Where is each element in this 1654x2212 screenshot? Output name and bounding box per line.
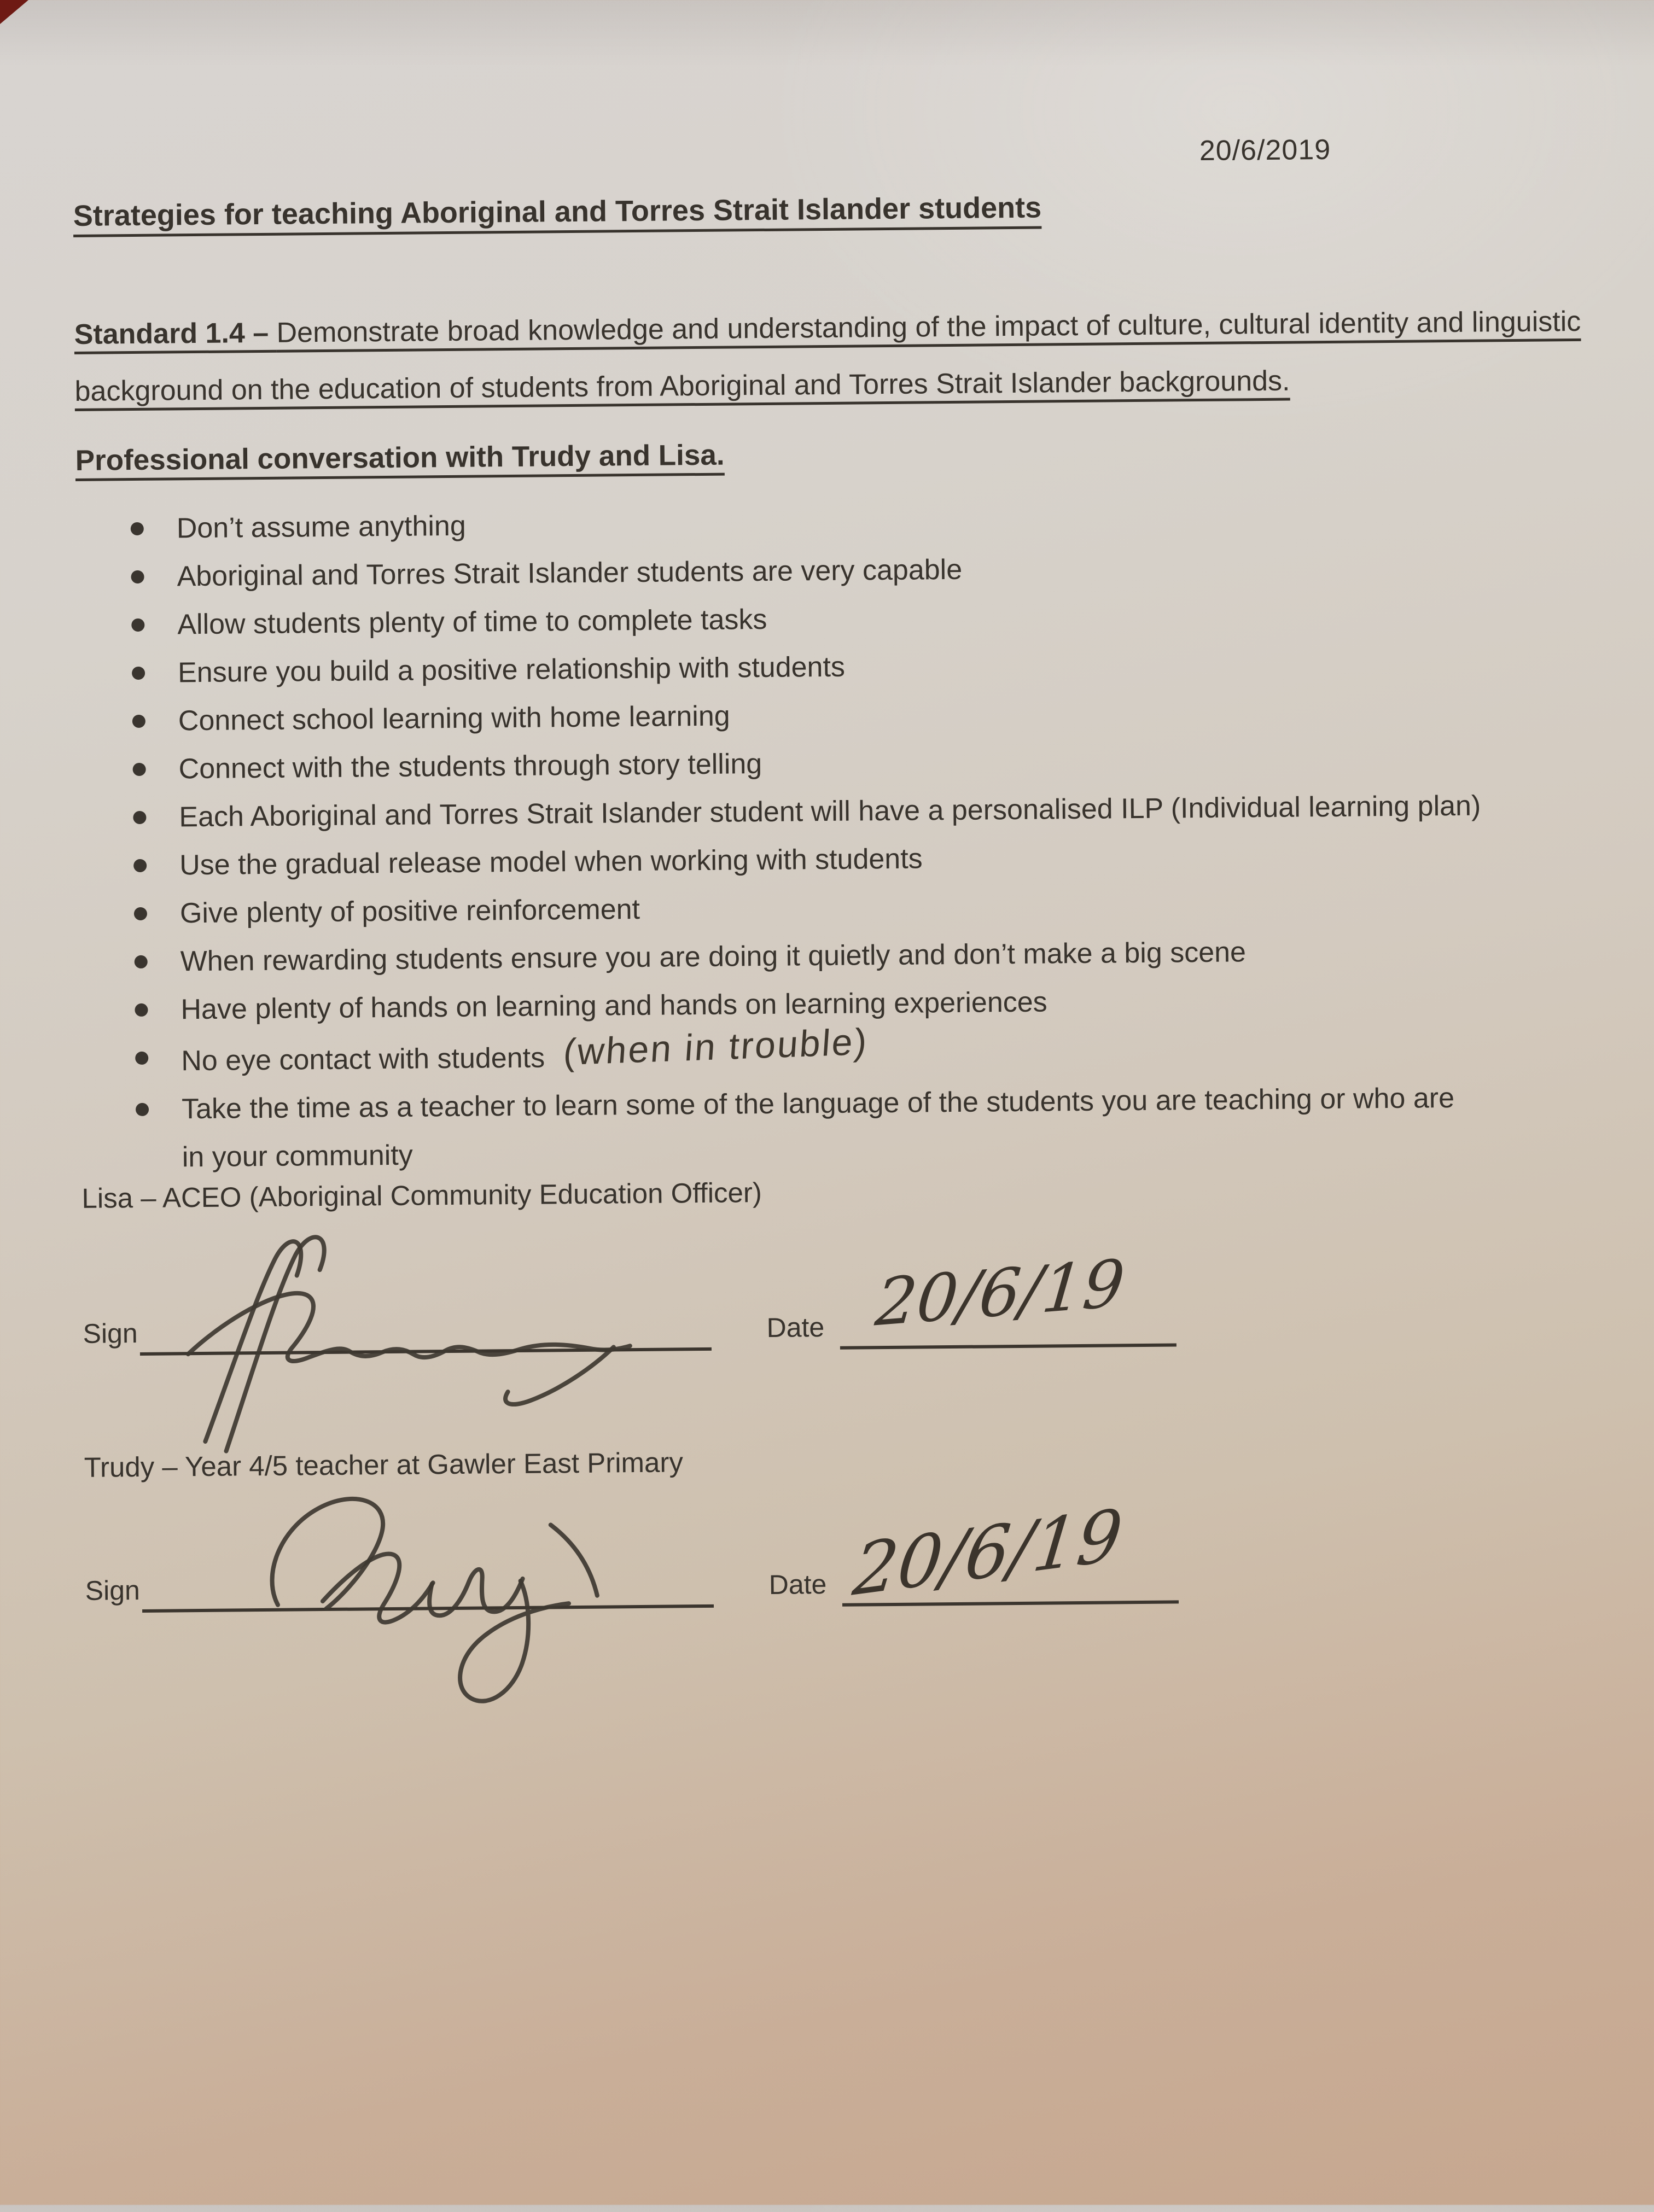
sign-label-2: Sign [85,1574,141,1606]
list-item: Each Aboriginal and Torres Strait Islander student will have a personalised ILP (Individual learning plan) [129,780,1628,842]
standard-paragraph [74,293,1650,420]
handwritten-date-1: 20/6/19 [872,1245,1128,1341]
signature-lisa [123,1208,672,1459]
list-item: Aboriginal and Torres Strait Islander students are very capable [126,540,1626,601]
bullet-text-line2: in your community [182,1139,413,1174]
document-title: Strategies for teaching Aboriginal and Torres Strait Islander students [73,191,1042,232]
handwritten-annotation: (when in trouble) [562,1020,870,1073]
standard-line1: Demonstrate broad knowledge and understanding of the impact of culture, cultural identity and linguistic [276,305,1581,349]
standard-label: Standard 1.4 – [74,317,277,351]
date-label-1: Date [766,1312,825,1343]
list-item: Use the gradual release model when working with students [129,828,1628,890]
handwritten-date-2: 20/6/19 [849,1493,1127,1613]
list-item: Don’t assume anything [126,492,1625,553]
header-date: 20/6/2019 [1199,133,1331,167]
date-line-1 [840,1343,1177,1349]
section-subheading: Professional conversation with Trudy and Lisa. [75,439,725,477]
list-item: Ensure you build a positive relationship with students [127,636,1627,697]
lisa-role-caption: Lisa – ACEO (Aboriginal Community Education Officer) [81,1177,762,1214]
signature-trudy [226,1465,644,1715]
date-label-2: Date [768,1569,827,1600]
list-item: Allow students plenty of time to complete tasks [127,588,1626,649]
trudy-role-caption: Trudy – Year 4/5 teacher at Gawler East Primary [84,1446,684,1483]
sign-label-1: Sign [83,1318,138,1349]
list-item: Connect with the students through story telling [128,732,1627,793]
bullet-text: No eye contact with students [181,1042,545,1077]
list-item [131,1072,1630,1182]
list-item: Give plenty of positive reinforcement [130,877,1629,938]
list-item: Connect school learning with home learning [127,684,1627,745]
list-item: Have plenty of hands on learning and hands on learning experiences [130,973,1629,1034]
bullet-text-line1: Take the time as a teacher to learn some of the language of the students you are teaching or who are [181,1082,1455,1125]
standard-line2: background on the education of students from Aboriginal and Torres Strait Islander backgrounds. [74,365,1290,407]
list-item: When rewarding students ensure you are doing it quietly and don’t make a big scene [130,925,1629,986]
strategy-bullet-list [126,492,1630,1182]
